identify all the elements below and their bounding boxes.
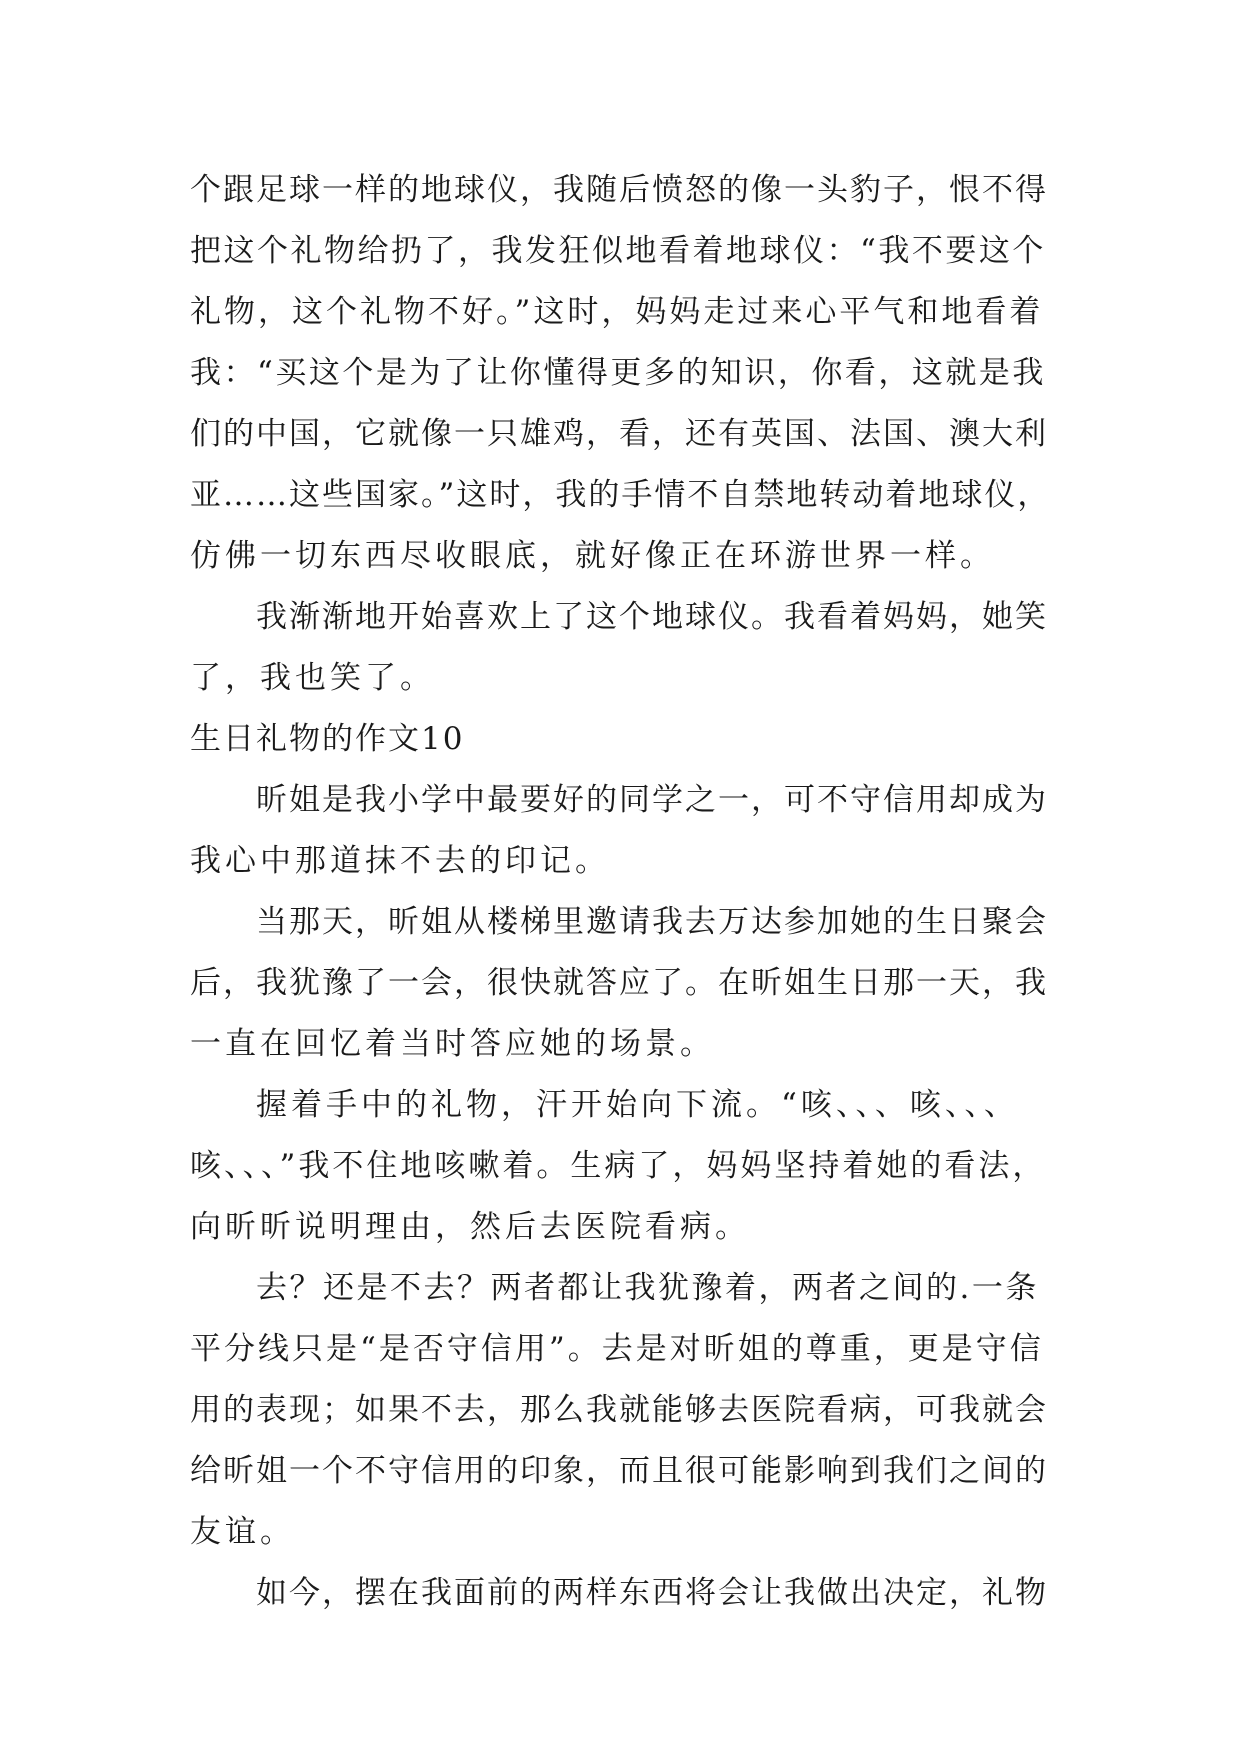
paragraph-first-line: 昕姐是我小学中最要好的同学之一，可不守信用却成为 xyxy=(256,782,1048,818)
document-body xyxy=(190,160,1050,1624)
section-heading: 生日礼物的作文10 xyxy=(190,721,465,757)
text-line: 仿佛一切东西尽收眼底，就好像正在环游世界一样。 xyxy=(190,538,995,574)
paragraph-first-line: 我渐渐地开始喜欢上了这个地球仪。我看着妈妈，她笑 xyxy=(256,599,1048,635)
text-line: 给昕姐一个不守信用的印象，而且很可能影响到我们之间的 xyxy=(190,1453,1048,1489)
text-line: 我心中那道抹不去的印记。 xyxy=(190,843,610,879)
text-line: 们的中国，它就像一只雄鸡，看，还有英国、法国、澳大利 xyxy=(190,416,1048,452)
text-line: 友谊。 xyxy=(190,1514,295,1550)
text-line: 个跟足球一样的地球仪，我随后愤怒的像一头豹子，恨不得 xyxy=(190,172,1048,208)
paragraph-first-line: 当那天，昕姐从楼梯里邀请我去万达参加她的生日聚会 xyxy=(256,904,1048,940)
text-line: 把这个礼物给扔了，我发狂似地看着地球仪：“我不要这个 xyxy=(190,233,1046,269)
text-line: 向昕昕说明理由，然后去医院看病。 xyxy=(190,1209,750,1245)
paragraph-first-line: 去？还是不去？两者都让我犹豫着，两者之间的.一条 xyxy=(256,1270,1039,1306)
text-line: 后，我犹豫了一会，很快就答应了。在昕姐生日那一天，我 xyxy=(190,965,1048,1001)
text-line: 用的表现；如果不去，那么我就能够去医院看病，可我就会 xyxy=(190,1392,1048,1428)
text-line: 我：“买这个是为了让你懂得更多的知识，你看，这就是我 xyxy=(190,355,1046,391)
text-line: 一直在回忆着当时答应她的场景。 xyxy=(190,1026,715,1062)
text-line: 礼物，这个礼物不好。”这时，妈妈走过来心平气和地看着 xyxy=(190,294,1044,330)
text-line: 咳、、、”我不住地咳嗽着。生病了，妈妈坚持着她的看法， xyxy=(190,1148,1047,1184)
text-line: 亚……这些国家。”这时，我的手情不自禁地转动着地球仪， xyxy=(190,477,1051,513)
paragraph-first-line: 如今，摆在我面前的两样东西将会让我做出决定，礼物 xyxy=(256,1575,1048,1611)
text-line: 了，我也笑了。 xyxy=(190,660,435,696)
text-line: 平分线只是“是否守信用”。去是对昕姐的尊重，更是守信 xyxy=(190,1331,1044,1367)
paragraph-first-line: 握着手中的礼物，汗开始向下流。“咳、、、咳、、、 xyxy=(256,1087,1019,1123)
